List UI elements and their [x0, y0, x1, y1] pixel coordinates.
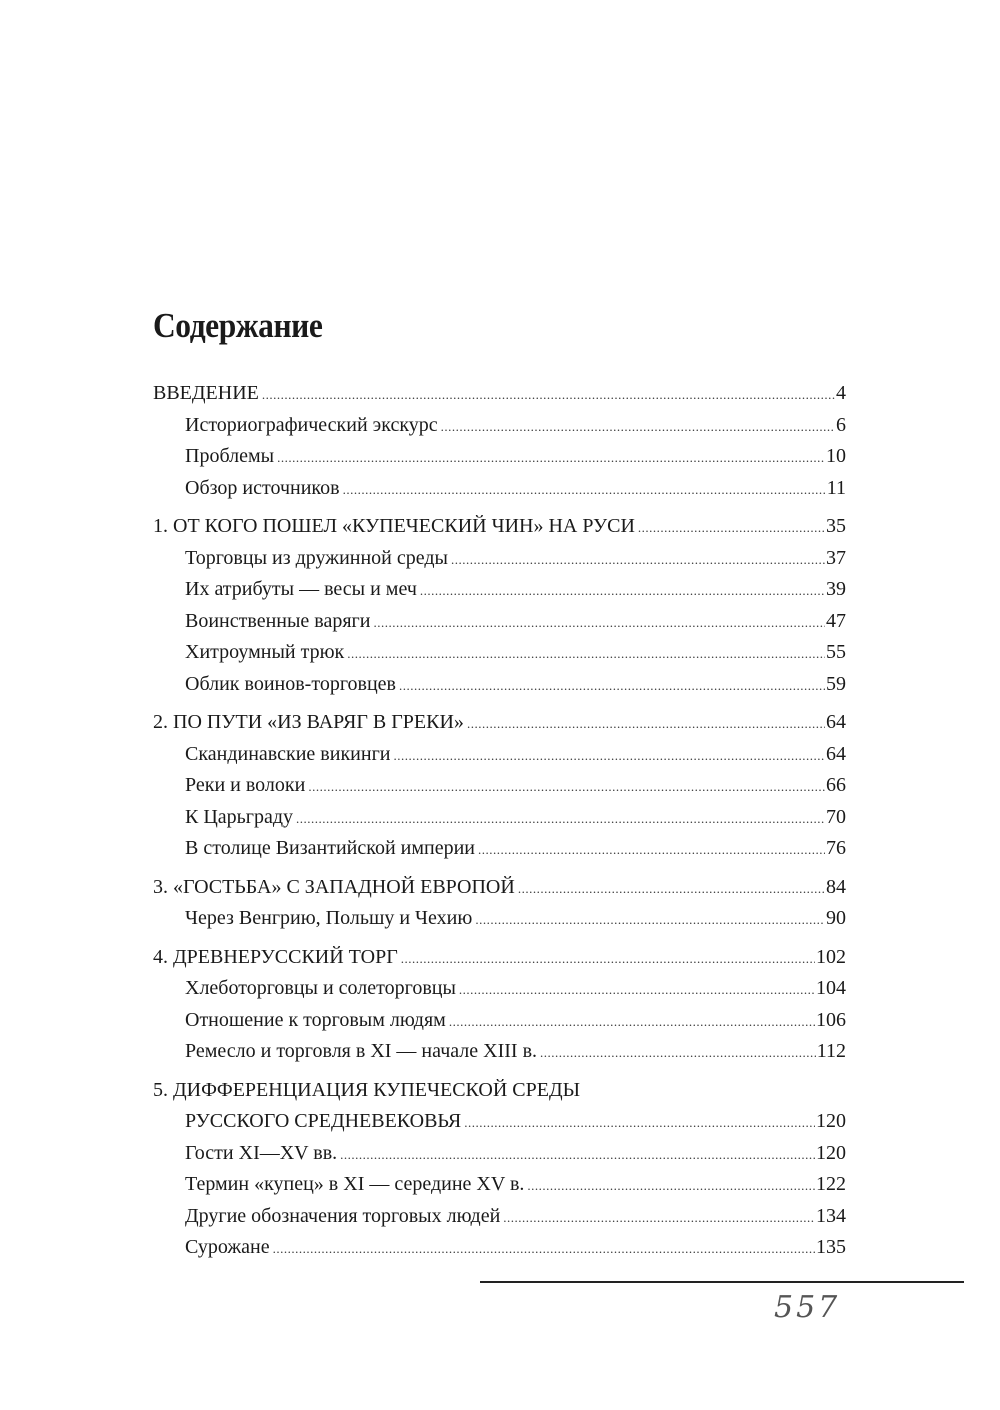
toc-entry — [153, 802, 846, 834]
toc-entry-title: Проблемы — [185, 445, 275, 467]
dot-leader — [478, 834, 825, 866]
dot-leader — [308, 771, 825, 803]
toc-entry-title: ВВЕДЕНИЕ — [153, 382, 259, 404]
toc-entry-page: 59 — [826, 672, 846, 695]
dot-leader — [401, 943, 815, 975]
toc-entry-title: 4. ДРЕВНЕРУССКИЙ ТОРГ — [153, 945, 398, 968]
dot-leader — [340, 1139, 815, 1171]
toc-entry-title: 5. ДИФФЕРЕНЦИАЦИЯ КУПЕЧЕСКОЙ СРЕДЫ — [153, 1078, 581, 1101]
toc-entry-title: Термин «купец» в XI — середине XV в. — [185, 1173, 525, 1195]
table-of-contents — [153, 378, 846, 1264]
toc-entry-page: 35 — [826, 515, 846, 537]
toc-entry-title: В столице Византийской империи — [185, 837, 475, 859]
toc-entry — [153, 1232, 846, 1264]
toc-entry-title: Обзор источников — [185, 476, 340, 499]
toc-entry — [153, 1036, 846, 1068]
dot-leader — [527, 1170, 815, 1202]
dot-leader — [503, 1202, 815, 1234]
toc-entry — [153, 1005, 846, 1037]
toc-entry-page: 47 — [826, 609, 846, 632]
toc-entry-title: Сурожане — [185, 1236, 270, 1258]
toc-chapter — [153, 942, 846, 974]
toc-entry-title: 3. «ГОСТЬБА» С ЗАПАДНОЙ ЕВРОПОЙ — [153, 875, 515, 898]
toc-entry-page: 122 — [816, 1173, 846, 1195]
page-title: Содержание — [153, 306, 323, 345]
dot-leader — [638, 512, 825, 544]
toc-entry-page: 84 — [826, 875, 846, 898]
toc-chapter — [153, 707, 846, 739]
toc-entry — [153, 770, 846, 802]
toc-entry-title: К Царьграду — [185, 805, 294, 828]
toc-entry — [153, 1138, 846, 1170]
toc-chapter — [153, 511, 846, 543]
toc-entry-title: Облик воинов-торговцев — [185, 672, 396, 695]
toc-chapter — [153, 872, 846, 904]
toc-entry-page: 37 — [826, 546, 846, 569]
toc-entry-title: Скандинавские викинги — [185, 742, 391, 765]
toc-entry-title: Историографический экскурс — [185, 413, 438, 436]
dot-leader — [399, 670, 825, 702]
toc-entry-title: 1. ОТ КОГО ПОШЕЛ «КУПЕЧЕСКИЙ ЧИН» НА РУСИ — [153, 515, 635, 537]
toc-entry — [153, 903, 846, 935]
toc-entry — [153, 1106, 846, 1138]
toc-entry — [153, 739, 846, 771]
toc-entry-page: 106 — [816, 1008, 846, 1031]
toc-entry-title: Хитроумный трюк — [185, 641, 345, 663]
toc-entry-page: 64 — [826, 742, 846, 765]
toc-entry-title: Воинственные варяги — [185, 609, 371, 632]
dot-leader — [540, 1037, 816, 1069]
dot-leader — [347, 638, 825, 670]
toc-entry-page: 112 — [816, 1040, 846, 1062]
footer-rule — [480, 1281, 964, 1283]
toc-entry-title: Их атрибуты — весы и меч — [185, 578, 417, 600]
toc-entry-title: Ремесло и торговля в XI — начале XIII в. — [185, 1040, 538, 1062]
toc-entry-page: 104 — [816, 977, 846, 999]
toc-entry — [153, 574, 846, 606]
toc-entry-page: 11 — [826, 476, 846, 499]
dot-leader — [518, 873, 825, 905]
toc-entry — [153, 1169, 846, 1201]
dot-leader — [464, 1107, 815, 1139]
toc-entry-page: 76 — [826, 837, 846, 859]
toc-entry-title: РУССКОГО СРЕДНЕВЕКОВЬЯ — [185, 1110, 462, 1132]
toc-entry-page: 66 — [826, 774, 846, 796]
dot-leader — [343, 474, 826, 506]
dot-leader — [393, 740, 825, 772]
toc-entry-title: Гости XI—XV вв. — [185, 1141, 338, 1164]
toc-entry — [153, 410, 846, 442]
toc-entry-page: 134 — [816, 1204, 846, 1227]
toc-entry-title: Отношение к торговым людям — [185, 1008, 446, 1031]
dot-leader — [459, 974, 815, 1006]
toc-entry — [153, 637, 846, 669]
dot-leader — [475, 904, 825, 936]
toc-entry — [153, 543, 846, 575]
toc-entry — [153, 473, 846, 505]
toc-entry-page: 102 — [816, 945, 846, 968]
toc-entry-page: 120 — [816, 1110, 846, 1132]
toc-entry-page: 120 — [816, 1141, 846, 1164]
toc-entry-title: Другие обозначения торговых людей — [185, 1204, 501, 1227]
toc-entry-page: 6 — [836, 413, 846, 436]
dot-leader — [441, 411, 835, 443]
toc-entry — [153, 606, 846, 638]
dot-leader — [451, 544, 825, 576]
toc-chapter — [153, 378, 846, 410]
toc-entry-page: 70 — [826, 805, 846, 828]
toc-entry-title: Хлеботорговцы и солеторговцы — [185, 977, 456, 999]
toc-entry-page: 64 — [826, 711, 846, 733]
toc-entry-page: 90 — [826, 907, 846, 929]
toc-entry-page: 135 — [816, 1236, 846, 1258]
dot-leader — [262, 379, 835, 411]
toc-entry-title: Торговцы из дружинной среды — [185, 546, 448, 569]
dot-leader — [467, 708, 825, 740]
toc-entry-page: 10 — [826, 445, 846, 467]
toc-entry — [153, 973, 846, 1005]
toc-entry-page: 4 — [836, 382, 846, 404]
toc-entry — [153, 669, 846, 701]
dot-leader — [296, 803, 825, 835]
dot-leader — [420, 575, 825, 607]
toc-entry-title: Через Венгрию, Польшу и Чехию — [185, 907, 473, 929]
dot-leader — [273, 1233, 815, 1265]
dot-leader — [449, 1006, 815, 1038]
toc-entry-title: Реки и волоки — [185, 774, 306, 796]
dot-leader — [373, 607, 825, 639]
toc-entry — [153, 441, 846, 473]
toc-entry-page: 39 — [826, 578, 846, 600]
toc-entry-page: 55 — [826, 641, 846, 663]
page-number: 557 — [774, 1290, 841, 1325]
toc-entry — [153, 833, 846, 865]
toc-entry-title: 2. ПО ПУТИ «ИЗ ВАРЯГ В ГРЕКИ» — [153, 711, 464, 733]
dot-leader — [277, 442, 825, 474]
toc-entry — [153, 1201, 846, 1233]
toc-chapter — [153, 1075, 846, 1107]
